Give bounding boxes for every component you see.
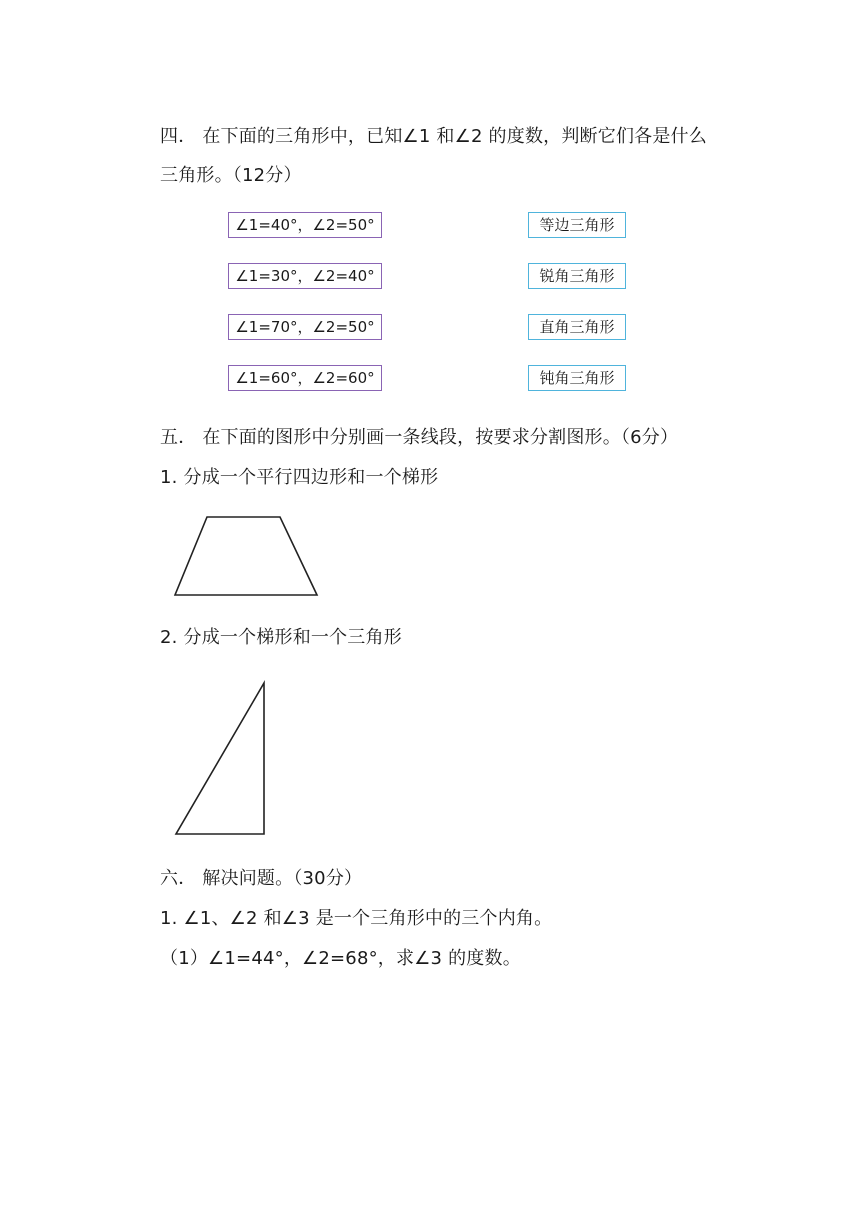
triangle-type-box-3[interactable]: 直角三角形 xyxy=(528,314,626,340)
angle-pair-box-3[interactable]: ∠1=70°，∠2=50° xyxy=(228,314,382,340)
section6-question1-part1: （1）∠1=44°，∠2=68°，求∠3 的度数。 xyxy=(160,948,521,969)
angle-pair-box-1[interactable]: ∠1=40°，∠2=50° xyxy=(228,212,382,238)
angle-pair-box-4[interactable]: ∠1=60°，∠2=60° xyxy=(228,365,382,391)
triangle-type-box-2[interactable]: 锐角三角形 xyxy=(528,263,626,289)
section5-title: 五． 在下面的图形中分别画一条线段，按要求分割图形。（6分） xyxy=(160,427,679,448)
section4-title-line2: 三角形。（12分） xyxy=(160,165,302,186)
trapezoid-figure[interactable] xyxy=(170,512,322,600)
section4-title-line1: 四． 在下面的三角形中，已知∠1 和∠2 的度数，判断它们各是什么 xyxy=(160,126,707,147)
section6-question1: 1. ∠1、∠2 和∠3 是一个三角形中的三个内角。 xyxy=(160,908,553,929)
triangle-type-box-1[interactable]: 等边三角形 xyxy=(528,212,626,238)
section5-question2: 2. 分成一个梯形和一个三角形 xyxy=(160,627,402,648)
section6-title: 六． 解决问题。（30分） xyxy=(160,868,363,889)
triangle-type-box-4[interactable]: 钝角三角形 xyxy=(528,365,626,391)
section5-question1: 1. 分成一个平行四边形和一个梯形 xyxy=(160,467,439,488)
right-triangle-figure[interactable] xyxy=(170,678,272,840)
angle-pair-box-2[interactable]: ∠1=30°，∠2=40° xyxy=(228,263,382,289)
